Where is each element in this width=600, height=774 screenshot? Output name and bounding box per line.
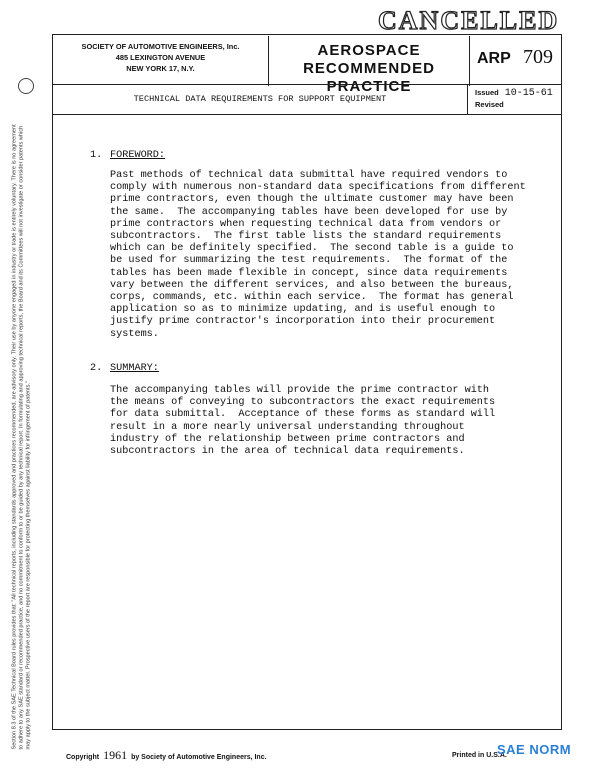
title-line-1: AEROSPACE	[317, 42, 421, 59]
copyright-line	[66, 748, 267, 763]
section-2-heading: SUMMARY:	[110, 363, 159, 374]
printed-in: Printed in U.S.A.	[452, 752, 507, 759]
issue-dates	[475, 87, 553, 110]
issued-label: Issued	[475, 88, 499, 97]
doc-prefix: ARP	[477, 50, 511, 67]
copyright-year: 1961	[103, 748, 128, 762]
document-title: TECHNICAL DATA REQUIREMENTS FOR SUPPORT EQUIPMENT	[53, 84, 468, 114]
title-line-2: RECOMMENDED PRACTICE	[303, 60, 435, 95]
society-address-block	[53, 36, 269, 86]
title-divider	[53, 114, 561, 115]
society-name: SOCIETY OF AUTOMOTIVE ENGINEERS, Inc.	[81, 42, 240, 51]
section-1-heading: FOREWORD:	[110, 150, 166, 161]
document-type-title	[269, 36, 470, 95]
revised-label: Revised	[475, 100, 504, 109]
document-number-block	[471, 36, 561, 86]
section-2-body: The accompanying tables will provide the prime contractor with the means of conveying to subcontractors the exact requirements for data submittal. Acceptance of these forms as standard will result in a more nearly universal understanding throughout industry of the relationship between prime contractors and subcontractors in the area of technical data requirements.	[110, 385, 496, 458]
sae-norm-watermark: SAE NORM	[497, 742, 572, 757]
side-disclaimer: Section 8.3 of the SAE Technical Board rules provides that: "All technical reports, including standards approved and practices recommended, are advisory only. Their use by anyone engaged in industry or trade is entirely voluntary. There is no agreement to adhere to any SAE standard or recommended practice, and no commitment to conform to or be guided by any technical report. In formulating and approving technical reports, the Board and its Committees will not investigate or consider patents which may apply to the subject matter. Prospective users of the report are responsible for protecting themselves against liability for infringement of patents."	[11, 124, 32, 750]
issued-date: 10-15-61	[504, 88, 553, 99]
punch-hole	[18, 78, 34, 94]
cancelled-stamp: CANCELLED	[378, 6, 560, 35]
section-1-body: Past methods of technical data submittal have required vendors to comply with numerous non-standard data specifications from different prime contractors, even though the ultimate customer may have been the same. The accompanying tables have been developed for use by prime contractors when requesting technical data from vendors or subcontractors. The first table lists the standard requirements which can be definitely specified. The second table is a guide to be used for summarizing the test requirements. The format of the tables has been made flexible in concept, since data requirements vary between the different services, and also between the bureaus, corps, commands, etc. within each service. The format has general application so as to minimize updating, and is useful enough to justify prime contractor's incorporation into their procurement systems.	[110, 170, 526, 340]
society-street: 485 LEXINGTON AVENUE	[115, 53, 206, 62]
page-frame	[52, 34, 562, 730]
copyright-holder: by Society of Automotive Engineers, Inc.	[131, 754, 267, 761]
copyright-label: Copyright	[66, 754, 100, 761]
section-1-number: 1.	[90, 150, 103, 161]
section-2-number: 2.	[90, 363, 103, 374]
doc-number: 709	[522, 46, 553, 68]
society-city: NEW YORK 17, N.Y.	[126, 64, 195, 73]
